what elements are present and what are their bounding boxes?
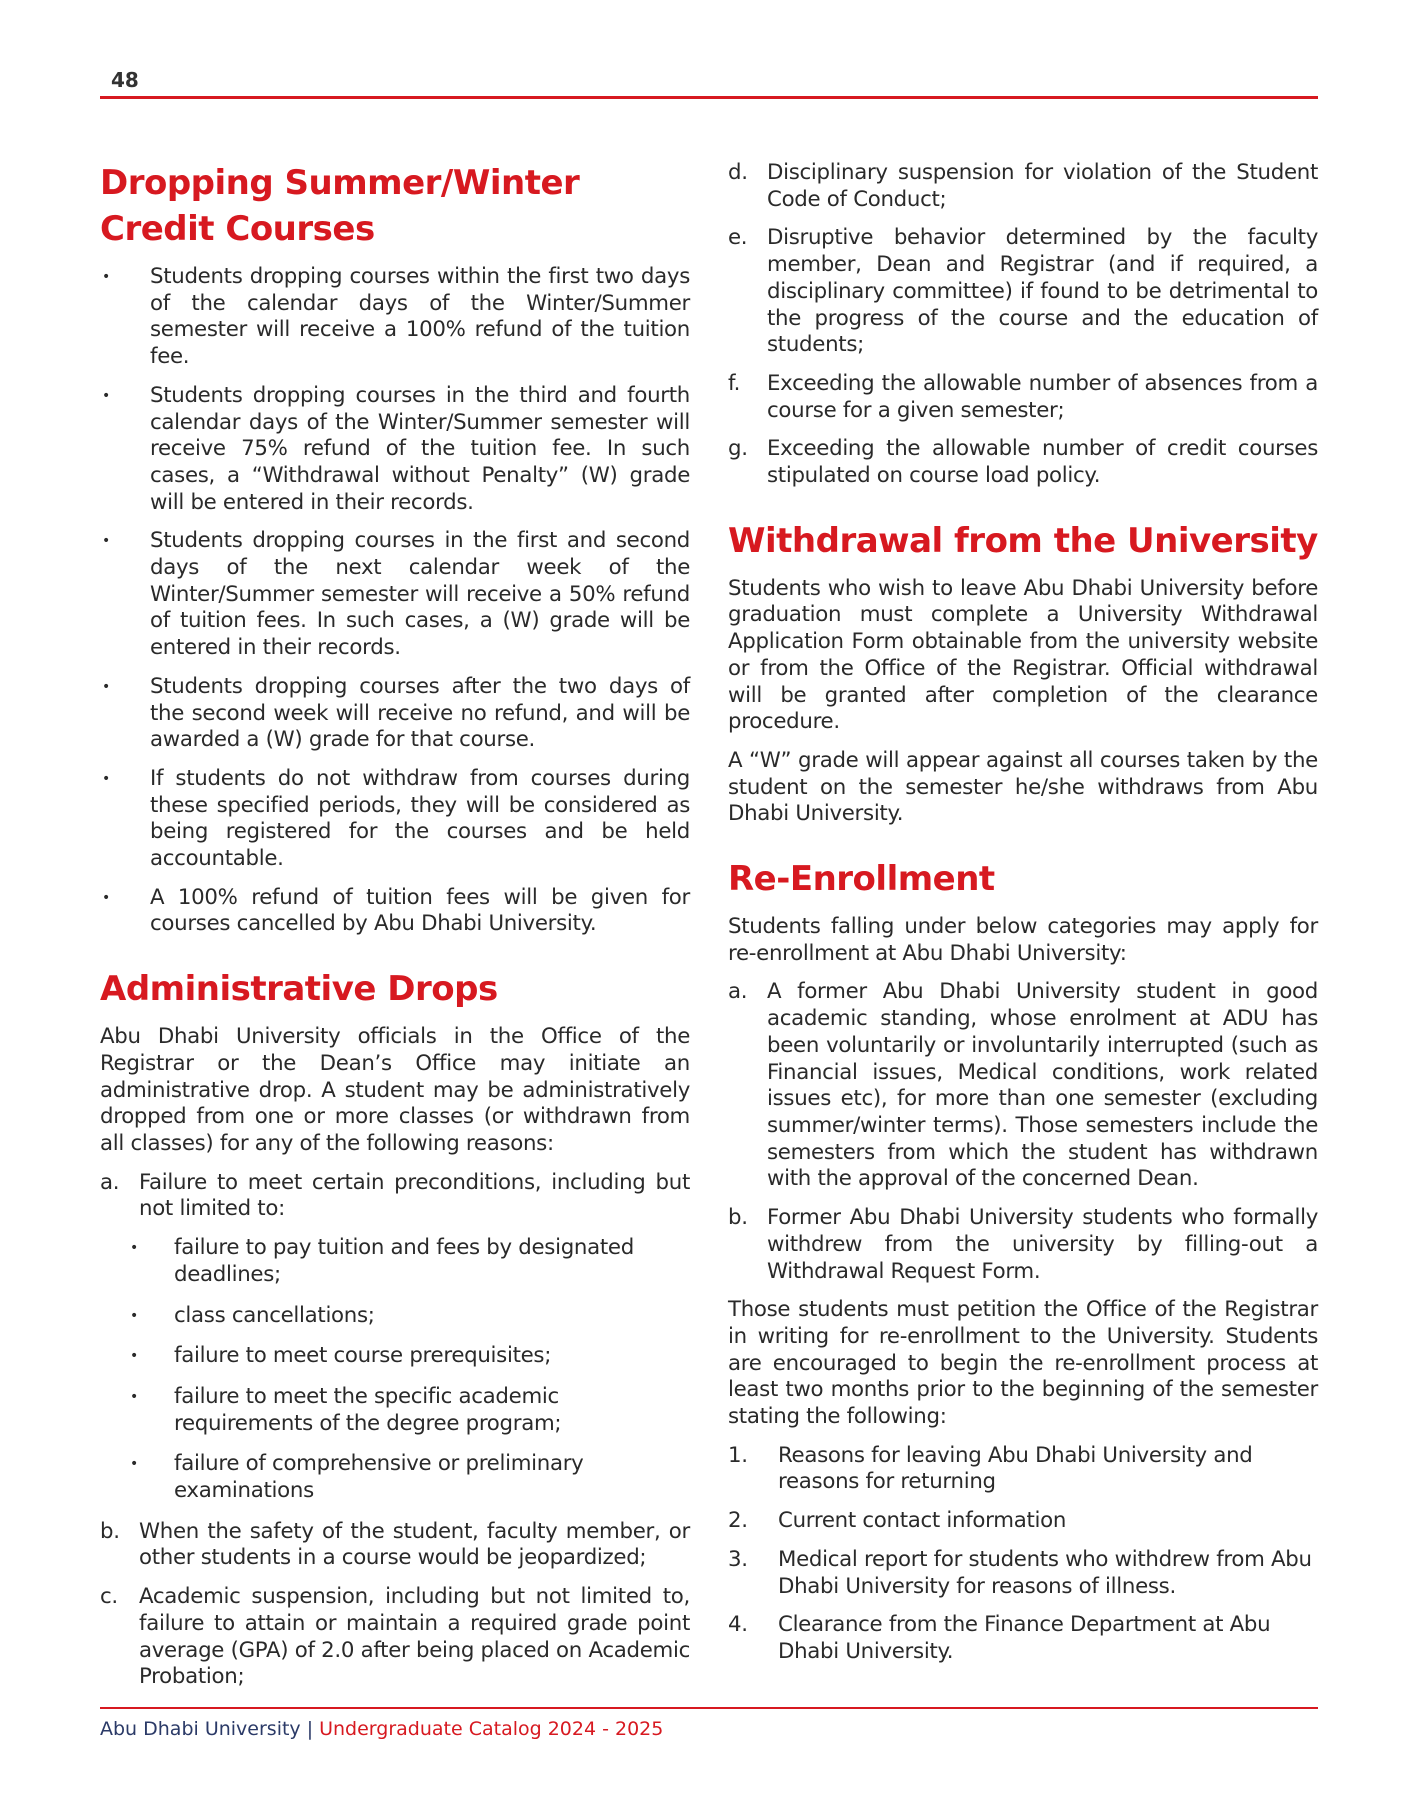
list-marker: d. [728,160,748,185]
bullet-icon: • [130,1240,138,1257]
paragraph: Students who wish to leave Abu Dhabi University before graduation must complete a University Withdrawal Application Form obtainable from the university website or from the Office of the Registrar. Official withdrawal will be granted after completion of the clearance procedure. [728,575,1318,735]
footer [100,1718,663,1740]
list-marker: a. [100,1169,120,1195]
bullet-icon: • [130,1348,138,1365]
sub-bullet-item [100,1451,690,1504]
section-heading-re-enrollment: Re-Enrollment [728,859,995,900]
bullet-text: If students do not withdraw from courses during these specified periods, they will be considered as being registered for the courses and be held accountable. [150,765,690,872]
section-heading-administrative-drops: Administrative Drops [100,969,498,1010]
bullet-text: A 100% refund of tuition fees will be given for courses cancelled by Abu Dhabi University. [150,884,690,937]
list-text: Disciplinary suspension for violation of the Student Code of Conduct; [767,160,1318,212]
list-marker: 4. [728,1612,748,1638]
bullet-text: Students dropping courses in the first and second days of the next calendar week of the Winter/Summer semester will receive a 50% refund of tuition fees. In such cases, a (W) grade will be entered in their records. [150,528,690,661]
list-text: Disruptive behavior determined by the faculty member, Dean and Registrar (and if required, a disciplinary committee) if found to be detrimental to the progress of the course and the education of students; [767,225,1318,358]
list-text: A former Abu Dhabi University student in good academic standing, whose enrolment at ADU has been voluntarily or involuntarily interrupted (such as Financial issues, Medical conditions, work related issues etc), for more than one semester (excluding summer/winter terms). Those semesters include the semesters from which the student has withdrawn with the approval of the concerned Dean. [767,979,1318,1192]
header-divider [100,96,1318,99]
sub-bullet-text: failure to meet course prerequisites; [174,1343,552,1369]
bullet-icon: • [102,533,110,550]
list-text: Exceeding the allowable number of credit courses stipulated on course load policy. [767,436,1318,489]
footer-university: Abu Dhabi University [100,1718,301,1740]
bullet-icon: • [102,387,110,404]
bullet-icon: • [130,1388,138,1405]
list-marker: 2. [728,1508,748,1534]
right-column [728,160,1318,1678]
bullet-icon: • [102,269,110,285]
section-heading-withdrawal: Withdrawal from the University [728,520,1318,561]
paragraph: Students falling under below categories may apply for re-enrollment at Abu Dhabi University: [728,914,1318,966]
list-text: Clearance from the Finance Department at Abu Dhabi University. [778,1612,1271,1664]
footer-divider [100,1707,1318,1709]
sub-bullet-item [100,1384,690,1437]
sub-bullet-item [100,1303,690,1330]
list-marker: b. [100,1518,120,1544]
bullet-item [100,766,690,873]
sub-bullet-text: class cancellations; [174,1302,375,1328]
list-marker: c. [100,1584,118,1610]
list-text: Exceeding the allowable number of absences from a course for a given semester; [767,370,1318,423]
list-item [100,1170,690,1223]
list-marker: a. [728,979,748,1005]
numbered-item [728,1443,1318,1496]
sub-bullet-text: failure to pay tuition and fees by designated deadlines; [174,1235,634,1287]
page-number: 48 [111,68,139,92]
list-item [728,979,1318,1193]
paragraph: Abu Dhabi University officials in the Office of the Registrar or the Dean’s Office may initiate an administrative drop. A student may be administratively dropped from one or more classes (or withdrawn from all classes) for any of the following reasons: [100,1024,690,1156]
bullet-text: Students dropping courses within the first two days of the calendar days of the Winter/Summer semester will receive a 100% refund of the tuition fee. [150,264,690,370]
bullet-icon: • [130,1456,138,1473]
bullet-icon: • [102,889,110,906]
list-marker: e. [728,225,748,251]
sub-bullet-item [100,1343,690,1370]
list-text: Former Abu Dhabi University students who formally withdrew from the university by filling-out a Withdrawal Request Form. [767,1205,1318,1284]
paragraph: Those students must petition the Office of the Registrar in writing for re-enrollment to the University. Students are encouraged to begin the re-enrollment process at least two months prior to the beginning of the semester stating the following: [728,1297,1318,1430]
bullet-item [100,383,690,517]
list-text: Reasons for leaving Abu Dhabi University and reasons for returning [778,1442,1253,1495]
list-item [728,436,1318,489]
bullet-item [100,885,690,938]
footer-separator: | [306,1718,314,1740]
bullet-text: Students dropping courses in the third and fourth calendar days of the Winter/Summer semester will receive 75% refund of the tuition fee. In such cases, a “Withdrawal without Penalty” (W) grade will be entered in their records. [150,382,690,515]
section-heading-dropping-courses: Dropping Summer/Winter Credit Courses [100,163,580,249]
list-marker: 1. [728,1442,748,1468]
bullet-text: Students dropping courses after the two days of the second week will receive no refund, and will be awarded a (W) grade for that course. [150,673,690,753]
list-item [728,371,1318,424]
list-marker: 3. [728,1546,748,1572]
list-item [728,225,1318,359]
list-text: Failure to meet certain preconditions, including but not limited to: [139,1169,690,1222]
list-marker: f. [728,370,741,396]
bullet-icon: • [102,770,110,787]
list-item [100,1519,690,1572]
bullet-icon: • [102,678,110,695]
numbered-item [728,1508,1318,1535]
sub-bullet-text: failure to meet the specific academic requirements of the degree program; [174,1383,562,1436]
bullet-item [100,528,690,662]
list-text: Medical report for students who withdrew from Abu Dhabi University for reasons of illness. [778,1546,1312,1599]
list-text: Academic suspension, including but not limited to, failure to attain or maintain a required grade point average (GPA) of 2.0 after being placed on Academic Probation; [139,1584,690,1690]
list-marker: b. [728,1205,748,1231]
bullet-item [100,674,690,754]
list-item [728,1205,1318,1285]
list-text: When the safety of the student, faculty member, or other students in a course would be jeopardized; [139,1518,690,1571]
bullet-icon: • [130,1307,138,1324]
sub-bullet-item [100,1235,690,1288]
footer-catalog-title: Undergraduate Catalog 2024 - 2025 [319,1718,664,1740]
bullet-item [100,264,690,371]
left-column [100,160,690,1703]
list-item [728,160,1318,213]
sub-bullet-text: failure of comprehensive or preliminary examinations [174,1451,584,1504]
list-item [100,1584,690,1691]
numbered-item [728,1547,1318,1600]
list-marker: g. [728,436,748,462]
list-text: Current contact information [778,1508,1067,1534]
paragraph: A “W” grade will appear against all courses taken by the student on the semester he/she withdraws from Abu Dhabi University. [728,747,1318,827]
numbered-item [728,1612,1318,1665]
